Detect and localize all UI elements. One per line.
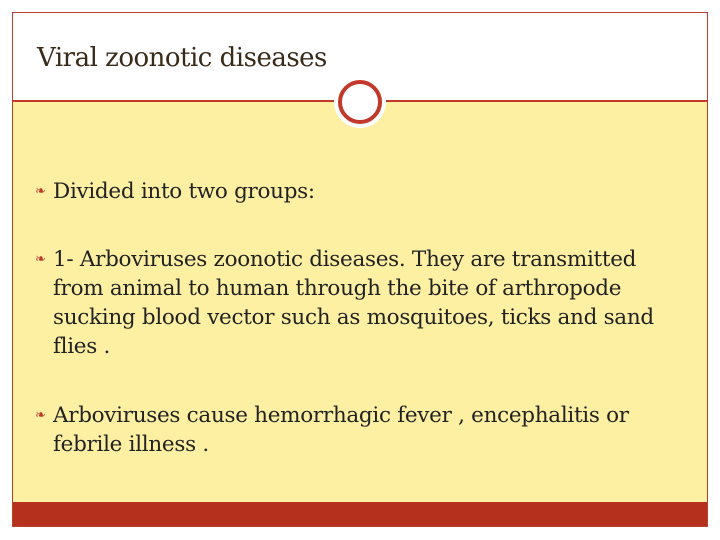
bullet-marker-icon: ❧ bbox=[35, 184, 46, 199]
bullet-marker-icon: ❧ bbox=[35, 408, 46, 423]
bullet-item bbox=[35, 177, 315, 206]
bottom-accent-bar bbox=[13, 502, 707, 526]
slide-frame bbox=[12, 12, 708, 527]
bullet-text: 1- Arboviruses zoonotic diseases. They are transmitted from animal to human through the bite of arthropode sucking blood vector such as mosquitoes, ticks and sand flies . bbox=[53, 247, 654, 359]
divider-circle-ornament bbox=[338, 80, 382, 124]
bullet-text: Arboviruses cause hemorrhagic fever , encephalitis or febrile illness . bbox=[53, 403, 629, 457]
bullet-marker-icon: ❧ bbox=[35, 252, 46, 267]
slide-title: Viral zoonotic diseases bbox=[37, 43, 327, 73]
bullet-item bbox=[35, 245, 675, 361]
bullet-item bbox=[35, 401, 675, 459]
content-area bbox=[13, 102, 707, 502]
bullet-text: Divided into two groups: bbox=[53, 179, 315, 204]
